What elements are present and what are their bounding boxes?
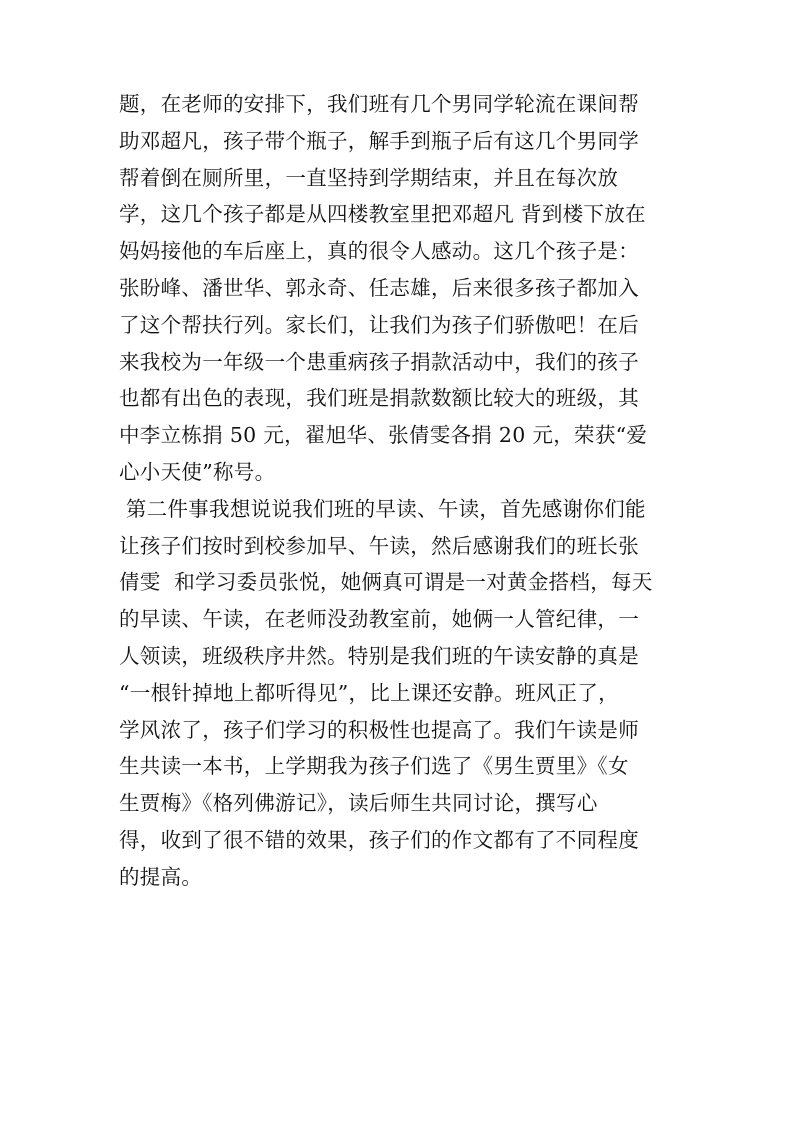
text-line: 妈妈接他的车后座上，真的很令人感动。这几个孩子是： bbox=[119, 239, 639, 264]
text-line: 的早读、午读，在老师没劲教室前，她俩一人管纪律，一 bbox=[119, 607, 639, 632]
text-line: 助邓超凡，孩子带个瓶子，解手到瓶子后有这几个男同学 bbox=[119, 128, 639, 153]
text-line: 了这个帮扶行列。家长们，让我们为孩子们骄傲吧！在后 bbox=[119, 312, 639, 337]
text-line: 帮着倒在厕所里，一直坚持到学期结束，并且在每次放 bbox=[119, 165, 619, 190]
text-line: 得，收到了很不错的效果，孩子们的作文都有了不同程度 bbox=[119, 827, 639, 852]
text-line: 张盼峰、潘世华、郭永奇、任志雄，后来很多孩子都加入 bbox=[119, 275, 639, 300]
text-line: 中李立栋捐 50 元，翟旭华、张倩雯各捐 20 元，荣获“爱 bbox=[119, 423, 648, 448]
text-line: “一根针掉地上都听得见”，比上课还安静。班风正了， bbox=[119, 680, 619, 705]
text-line: 题，在老师的安排下，我们班有几个男同学轮流在课间帮 bbox=[119, 92, 639, 116]
text-line: 学，这几个孩子都是从四楼教室里把邓超凡 背到楼下放在 bbox=[119, 202, 646, 227]
text-line: 也都有出色的表现，我们班是捐款数额比较大的班级，其 bbox=[119, 386, 639, 411]
text-line: 学风浓了，孩子们学习的积极性也提高了。我们午读是师 bbox=[119, 717, 639, 742]
body-text bbox=[119, 86, 679, 896]
text-line: 倩雯 和学习委员张悦，她俩真可谓是一对黄金搭档，每天 bbox=[119, 570, 653, 595]
text-line: 生共读一本书，上学期我为孩子们选了《男生贾里》《女 bbox=[119, 754, 629, 779]
text-line: 的提高。 bbox=[119, 864, 203, 889]
text-line: 生贾梅》《格列佛游记》，读后师生共同讨论，撰写心 bbox=[119, 791, 598, 816]
text-line: 人领读，班级秩序井然。特别是我们班的午读安静的真是 bbox=[119, 643, 639, 668]
text-line: 让孩子们按时到校参加早、午读，然后感谢我们的班长张 bbox=[119, 533, 639, 558]
text-line: 心小天使”称号。 bbox=[119, 459, 276, 484]
paragraph-start-line: 第二件事我想说说我们班的早读、午读，首先感谢你们能 bbox=[119, 496, 646, 521]
text-line: 来我校为一年级一个患重病孩子捐款活动中，我们的孩子 bbox=[119, 349, 639, 374]
